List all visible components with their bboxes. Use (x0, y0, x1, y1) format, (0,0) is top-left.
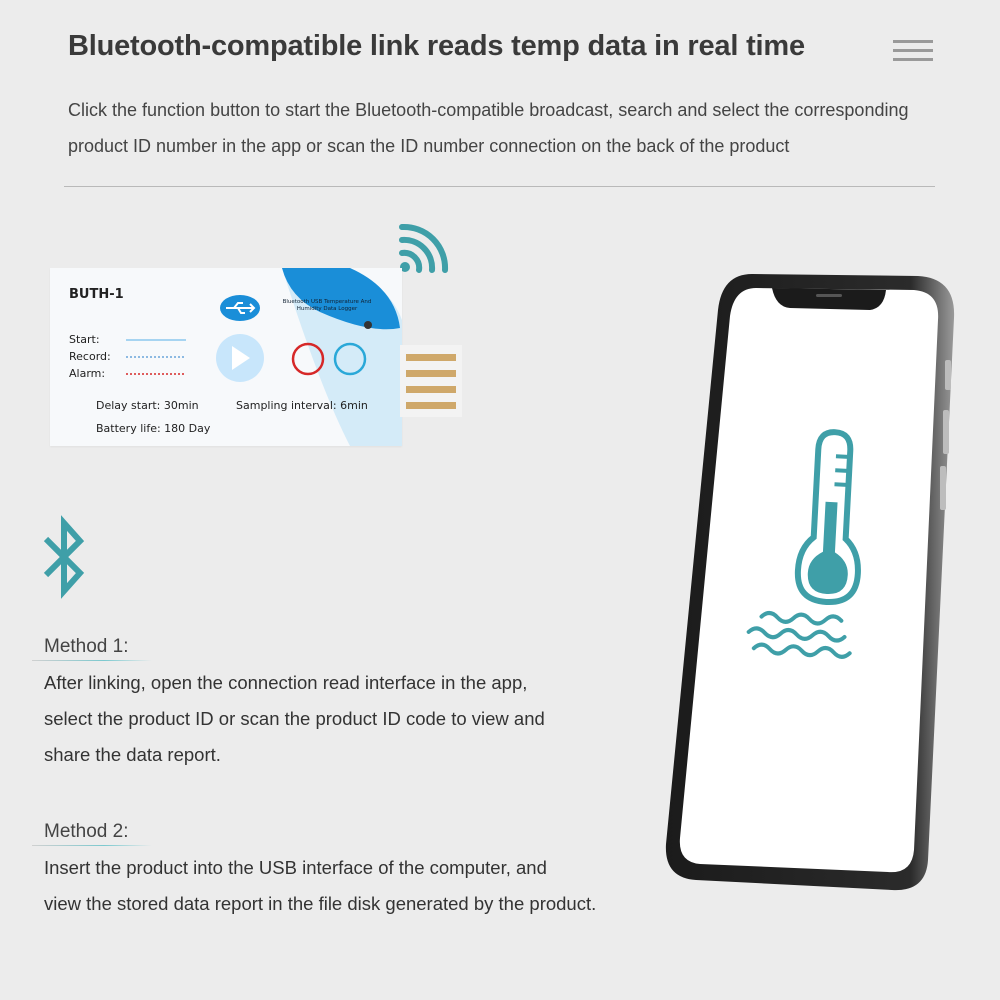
method-1-heading: Method 1: (44, 636, 129, 657)
start-label: Start: (69, 333, 100, 346)
usb-connector (400, 345, 462, 417)
signal-broadcast-icon (398, 222, 450, 276)
delay-start-text: Delay start: 30min (96, 399, 199, 412)
page-title: Bluetooth-compatible link reads temp data in real time (68, 30, 805, 62)
method-1-line-2: select the product ID or scan the product ID code to view and (44, 708, 545, 729)
method-2-underline (32, 845, 152, 846)
divider (64, 186, 935, 187)
battery-life-text: Battery life: 180 Day (96, 422, 211, 435)
intro-text: Click the function button to start the Bluetooth-compatible broadcast, search and select the corresponding product ID number in the app or scan the ID number connection on the back of the product (68, 100, 909, 156)
method-1-line-1: After linking, open the connection read interface in the app, (44, 672, 528, 693)
smartphone (660, 270, 960, 895)
bluetooth-icon (40, 515, 90, 599)
method-2-line-1: Insert the product into the USB interface of the computer, and (44, 857, 547, 878)
method-2-text (44, 850, 596, 922)
method-1-underline (32, 660, 152, 661)
method-1-line-3: share the data report. (44, 744, 221, 765)
device-model: BUTH-1 (69, 287, 124, 302)
method-2-line-2: view the stored data report in the file disk generated by the product. (44, 893, 597, 914)
hamburger-menu-icon[interactable] (893, 40, 933, 64)
data-logger-device (50, 268, 402, 446)
method-2-heading: Method 2: (44, 821, 129, 842)
alarm-label: Alarm: (69, 367, 106, 380)
sampling-interval-text: Sampling interval: 6min (236, 399, 368, 412)
method-1-text (44, 665, 545, 773)
device-brand-text: Bluetooth USB Temperature And Humidity Data Logger (282, 299, 372, 312)
record-label: Record: (69, 350, 111, 363)
